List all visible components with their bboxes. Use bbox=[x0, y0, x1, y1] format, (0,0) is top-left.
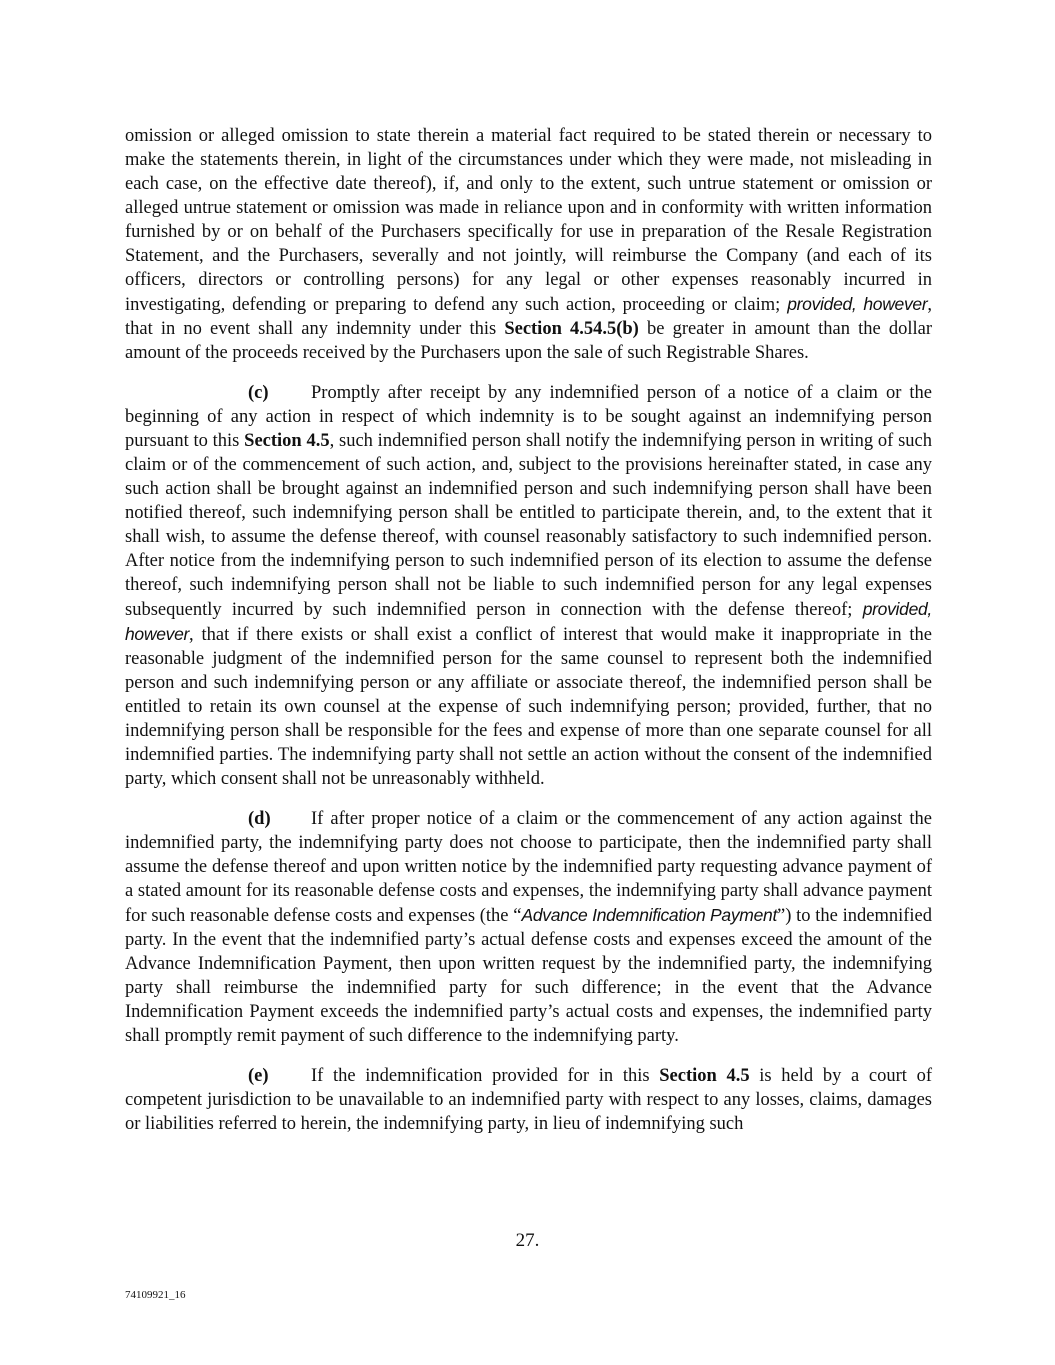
section-reference: Section 4.54.5(b) bbox=[504, 319, 639, 339]
section-reference: Section 4.5 bbox=[659, 1066, 750, 1086]
document-id: 74109921_16 bbox=[125, 1289, 186, 1301]
paragraph-marker: (d) bbox=[248, 809, 271, 829]
paragraph-b-continued bbox=[125, 124, 932, 365]
defined-term: Advance Indemnification Payment bbox=[521, 905, 778, 925]
paragraph-text: If after proper notice of a claim or the commencement of any action against the indemnified party, the indemnifying party does not choose to participate, then the indemnified party shall assume the defense thereof and upon written notice by the indemnified party requesting advance payment of a stated amount for its reasonable defense costs and expenses, the indemnifying party shall advance payment for such reasonable defense costs and expenses (the “ bbox=[125, 809, 932, 926]
paragraph-text: If the indemnification provided for in this bbox=[311, 1066, 660, 1086]
paragraph-text: , that if there exists or shall exist a conflict of interest that would make it inappropriate in the reasonable judgment of the indemnified person for the same counsel to represent both the indemnified person and such indemnifying person or any affiliate or associate thereof, the indemnified person shall be entitled to retain its own counsel at the expense of such indemnifying person; provided, further, that no indemnifying person shall be responsible for the fees and expense of more than one separate counsel for all indemnified parties. The indemnifying party shall not settle an action without the consent of the indemnified party, which consent shall not be unreasonably withheld. bbox=[125, 625, 932, 789]
section-reference: Section 4.5 bbox=[244, 431, 330, 451]
italic-term: provided, however bbox=[125, 599, 932, 644]
italic-term: provided, however bbox=[787, 294, 928, 314]
paragraph-text: ”) to the indemnified party. In the event that the indemnified party’s actual defense costs and expenses exceed the amount of the Advance Indemnification Payment, then upon written request by the indemnified party, the indemnifying party shall reimburse the indemnified party for such difference; in the event that the Advance Indemnification Payment exceeds the indemnified party’s actual costs and expenses, the indemnified party shall promptly remit payment of such difference to the indemnifying party. bbox=[125, 906, 932, 1046]
paragraph-text: be greater in amount than the dollar amount of the proceeds received by the Purchasers upon the sale of such Registrable Shares. bbox=[125, 319, 932, 363]
paragraph-marker: (c) bbox=[248, 383, 269, 403]
paragraph-marker: (e) bbox=[248, 1066, 269, 1086]
paragraph-text: Promptly after receipt by any indemnified person of a notice of a claim or the beginning of any action in respect of which indemnity is to be sought against an indemnifying person pursuant to this bbox=[125, 383, 932, 451]
page-number: 27. bbox=[515, 1230, 540, 1251]
paragraph-text: , that in no event shall any indemnity under this bbox=[125, 295, 932, 339]
paragraph-text: , such indemnified person shall notify the indemnifying person in writing of such claim or of the commencement of such action, and, subject to the provisions hereinafter stated, in case any such action shall be brought against an indemnified person and such indemnifying person shall have been notified thereof, such indemnifying person shall be entitled to participate therein, and, to the extent that it shall wish, to assume the defense thereof, with counsel reasonably satisfactory to such indemnified person. After notice from the indemnifying person to such indemnified person of its election to assume the defense thereof, such indemnifying person shall not be liable to such indemnified person for any legal expenses subsequently incurred by such indemnified person in connection with the defense thereof; bbox=[125, 431, 932, 620]
paragraph-e bbox=[125, 1064, 932, 1136]
paragraph-text: is held by a court of competent jurisdiction to be unavailable to an indemnified party with respect to any losses, claims, damages or liabilities referred to herein, the indemnifying party, in lieu of indemnifying such bbox=[125, 1066, 932, 1134]
document-body bbox=[125, 124, 932, 1152]
paragraph-text: omission or alleged omission to state therein a material fact required to be stated therein or necessary to make the statements therein, in light of the circumstances under which they were made, not misleading in each case, on the effective date thereof), if, and only to the extent, such untrue statement or omission or alleged untrue statement or omission was made in reliance upon and in conformity with written information furnished by or on behalf of the Purchasers specifically for use in preparation of the Resale Registration Statement, and the Purchasers, severally and not jointly, will reimburse the Company (and each of its officers, directors or controlling persons) for any legal or other expenses reasonably incurred in investigating, defending or preparing to defend any such action, proceeding or claim; bbox=[125, 126, 932, 315]
paragraph-c bbox=[125, 381, 932, 791]
paragraph-d bbox=[125, 807, 932, 1048]
